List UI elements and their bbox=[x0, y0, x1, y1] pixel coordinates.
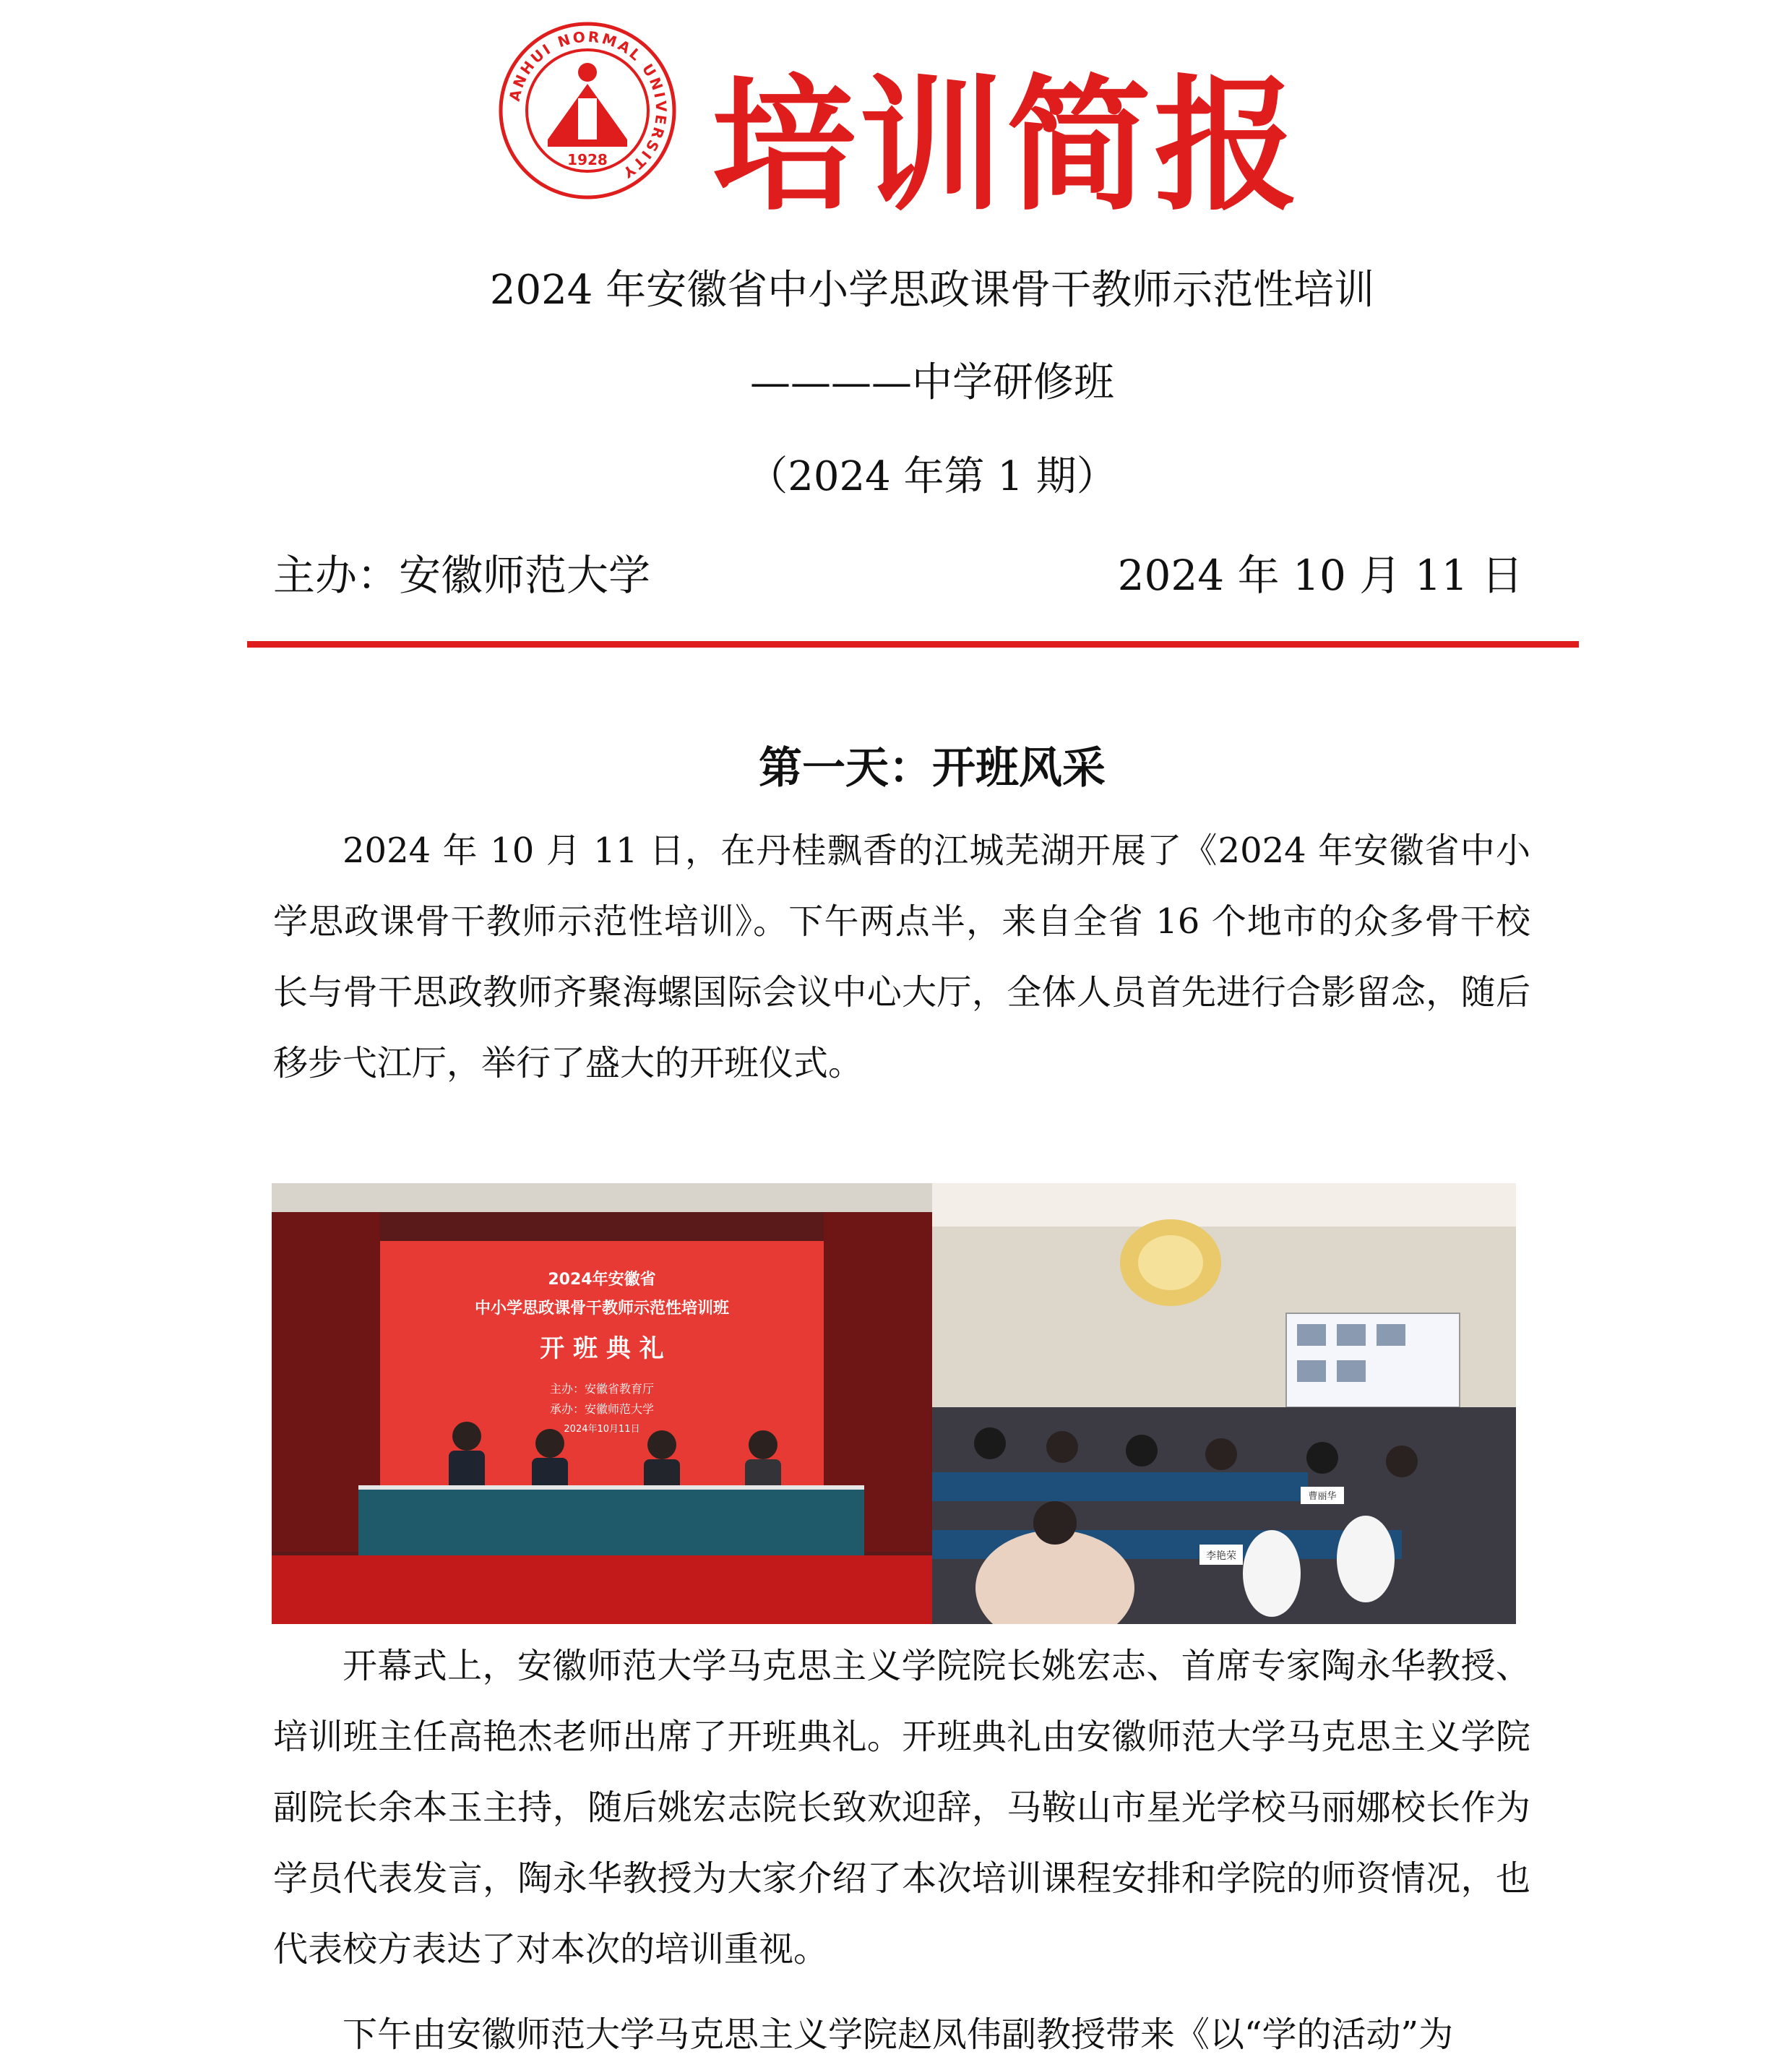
svg-text:1928: 1928 bbox=[567, 151, 608, 168]
issue-number: （2024 年第 1 期） bbox=[747, 453, 1117, 500]
svg-text:中小学思政课骨干教师示范性培训班: 中小学思政课骨干教师示范性培训班 bbox=[474, 1300, 730, 1318]
article-paragraph: 下午由安徽师范大学马克思主义学院赵凤伟副教授带来《以“学的活动”为 bbox=[343, 2014, 1454, 2055]
svg-text:李艳荣: 李艳荣 bbox=[1206, 1550, 1236, 1562]
header-divider bbox=[247, 641, 1579, 648]
svg-text:2024年安徽省: 2024年安徽省 bbox=[548, 1271, 656, 1289]
svg-text:主办：安徽省教育厅: 主办：安徽省教育厅 bbox=[549, 1382, 655, 1396]
article-paragraph: 2024 年 10 月 11 日，在丹桂飘香的江城芜湖开展了《2024 年安徽省中小学思政课骨干教师示范性培训》。下午两点半，来自全省 16 个地市的众多骨干校长与骨干思政教师齐聚海螺国际会议中心大厅，全体人员首先进行合影留念，随后移步弋江厅，举行了盛大的开班仪式。 bbox=[273, 830, 1530, 1083]
svg-text:ANHUI NORMAL UNIVERSITY: ANHUI NORMAL UNIVERSITY bbox=[505, 27, 671, 183]
training-title: 2024 年安徽省中小学思政课骨干教师示范性培训 bbox=[489, 267, 1375, 314]
audience-photo bbox=[932, 1183, 1516, 1624]
article-paragraph: 开幕式上，安徽师范大学马克思主义学院院长姚宏志、首席专家陶永华教授、培训班主任高艳杰老师出席了开班典礼。开班典礼由安徽师范大学马克思主义学院副院长余本玉主持，随后姚宏志院长致欢迎辞，马鞍山市星光学校马丽娜校长作为学员代表发言，陶永华教授为大家介绍了本次培训课程安排和学院的师资情况，也代表校方表达了对本次的培训重视。 bbox=[273, 1646, 1530, 1970]
masthead-title: 培训简报 bbox=[712, 62, 1302, 231]
opening-ceremony-photo bbox=[272, 1183, 932, 1624]
university-seal-icon bbox=[497, 20, 678, 201]
publish-date: 2024 年 10 月 11 日 bbox=[1117, 551, 1523, 600]
svg-text:开 班 典 礼: 开 班 典 礼 bbox=[540, 1334, 664, 1363]
organizer: 主办：安徽师范大学 bbox=[273, 551, 651, 600]
svg-text:2024年10月11日: 2024年10月11日 bbox=[564, 1424, 640, 1435]
class-subtitle: ————中学研修班 bbox=[750, 359, 1114, 406]
svg-text:曹丽华: 曹丽华 bbox=[1308, 1491, 1337, 1502]
section-title: 第一天：开班风采 bbox=[759, 743, 1106, 794]
svg-text:承办：安徽师范大学: 承办：安徽师范大学 bbox=[549, 1402, 655, 1416]
